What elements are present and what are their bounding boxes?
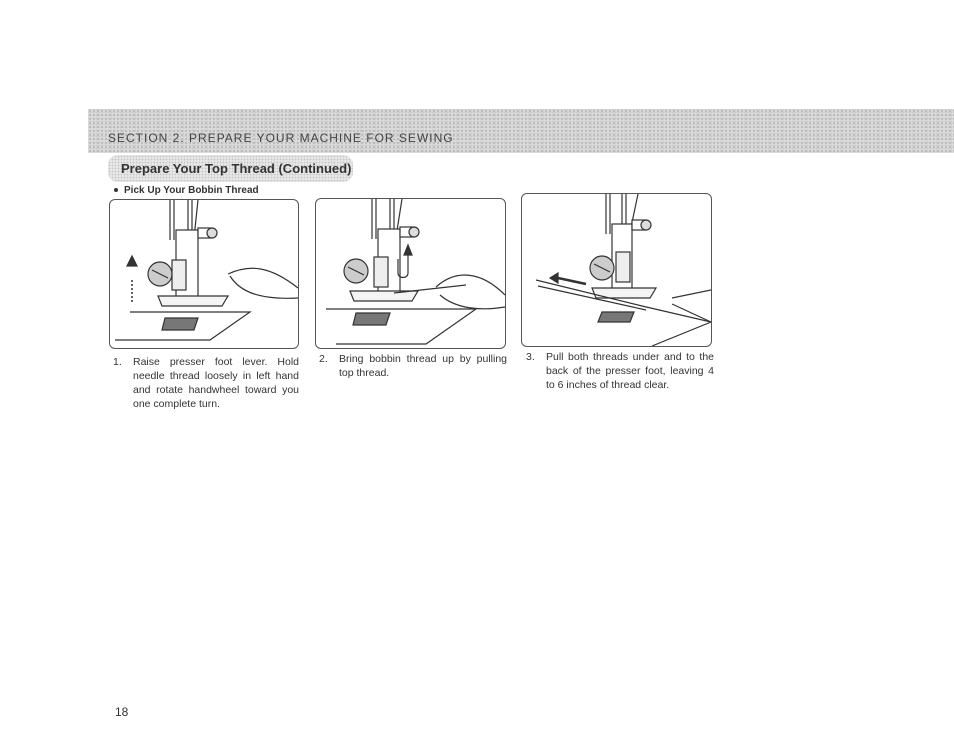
step-1 — [113, 355, 301, 415]
sewing-machine-illustration-2 — [316, 199, 505, 348]
step-3-text: Pull both threads under and to the back of the presser foot, leaving 4 to 6 inches of thread clear. — [546, 351, 714, 391]
step-2-number: 2. — [319, 353, 328, 365]
page-number: 18 — [115, 705, 129, 719]
sewing-machine-illustration-1 — [110, 200, 298, 348]
step-2 — [319, 352, 509, 384]
step-1-text: Raise presser foot lever. Hold needle thread loosely in left hand and rotate handwheel toward you one complete turn. — [133, 356, 299, 410]
step-3-number: 3. — [526, 351, 535, 363]
subheading: Prepare Your Top Thread (Continued) — [121, 161, 352, 176]
illustration-step-3 — [521, 193, 712, 347]
step-3 — [526, 350, 716, 396]
step-2-text: Bring bobbin thread up by pulling top thread. — [339, 353, 507, 379]
sewing-machine-illustration-3 — [522, 194, 711, 346]
bullet-dot-icon — [114, 188, 118, 192]
section-title: SECTION 2. PREPARE YOUR MACHINE FOR SEWING — [108, 131, 454, 145]
bullet-item — [114, 185, 259, 196]
bullet-text: Pick Up Your Bobbin Thread — [124, 185, 259, 196]
illustration-step-1 — [109, 199, 299, 349]
step-1-number: 1. — [113, 356, 122, 368]
illustration-step-2 — [315, 198, 506, 349]
